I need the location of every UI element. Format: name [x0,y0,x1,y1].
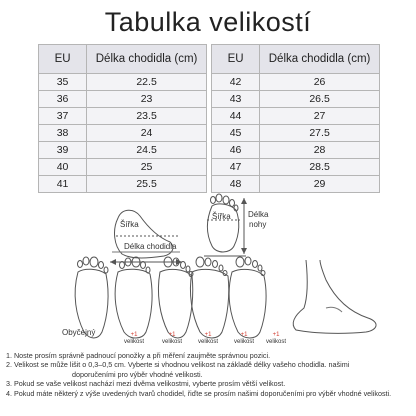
size-tag [152,332,192,346]
table-row [39,74,207,91]
table-row [212,108,380,125]
foot-length-cell: 28 [260,142,380,159]
table-row [212,91,380,108]
foot-length-cell: 28.5 [260,159,380,176]
foot-type-icons [75,257,376,338]
table-header-row [39,45,207,74]
width-label: Šířka [120,220,139,229]
table-row [212,159,380,176]
foot-drawings [0,190,416,350]
table-row [39,125,207,142]
foot-side-icon [110,210,182,265]
table-row [39,142,207,159]
notes [6,351,412,398]
eu-size-cell: 45 [212,125,260,142]
length-label: Délka [248,210,269,219]
foot-length-cell: 27 [260,108,380,125]
size-tag-label: velikost [161,339,182,345]
note-4: 4. Pokud máte některý z výše uvedených tvarů chodidel, řiďte se prosím našimi doporučeními pro výběr vhodné velikosti. [6,388,392,398]
note-2: 2. Velikost se může lišit o 0,3–0,5 cm. Vyberte si vhodnou velikost na základě délky vašeho chodidla. našimi [6,360,350,370]
size-tag-label: velikost [197,339,218,345]
table-row [212,74,380,91]
size-table-right [211,44,380,193]
foot-length-cell: 23.5 [87,108,207,125]
width-label-top: Šířka [212,212,231,221]
size-tag-plus: +1 [240,332,248,338]
size-table-left [38,44,207,193]
size-tag-plus: +1 [272,332,280,338]
foot-top-icon [204,194,247,256]
table-header-row [212,45,380,74]
eu-size-cell: 38 [39,125,87,142]
foot-length-cell: 29 [260,176,380,193]
eu-size-cell: 40 [39,159,87,176]
size-tag-label: velikost [265,339,286,345]
eu-size-cell: 46 [212,142,260,159]
eu-size-cell: 39 [39,142,87,159]
eu-size-cell: 47 [212,159,260,176]
header-foot-length: Délka chodidla (cm) [260,45,380,74]
foot-length-cell: 26.5 [260,91,380,108]
foot-length-cell: 23 [87,91,207,108]
foot-length-cell: 26 [260,74,380,91]
table-row [39,91,207,108]
table-row [212,125,380,142]
page-title: Tabulka velikostí [104,7,312,37]
length-label-2: nohy [249,220,267,229]
foot-length-cell: 25 [87,159,207,176]
table-row [212,142,380,159]
eu-size-cell: 43 [212,91,260,108]
size-tag-label: velikost [233,339,254,345]
foot-length-label: Délka chodidla [124,242,177,251]
size-tag [188,332,228,346]
table-row [39,108,207,125]
eu-size-cell: 48 [212,176,260,193]
size-tag-label: velikost [123,339,144,345]
normal-foot-label: Obyčejný [62,328,96,337]
measurement-illustration [0,190,416,350]
table-row [39,159,207,176]
size-tag [256,332,296,346]
header-eu: EU [39,45,87,74]
foot-length-cell: 22.5 [87,74,207,91]
foot-length-cell: 27.5 [260,125,380,142]
size-tag-plus: +1 [168,332,176,338]
eu-size-cell: 42 [212,74,260,91]
eu-size-cell: 44 [212,108,260,125]
eu-size-cell: 41 [39,176,87,193]
header-eu: EU [212,45,260,74]
foot-length-cell: 24.5 [87,142,207,159]
size-tag-plus: +1 [204,332,212,338]
note-3: 3. Pokud se vaše velikost nachází mezi dvěma velikostmi, vyberte prosím větší velikost. [6,379,286,389]
eu-size-cell: 36 [39,91,87,108]
note-2-cont: doporučeními pro výběr vhodné velikosti. [72,369,203,379]
size-tag-plus: +1 [130,332,138,338]
eu-size-cell: 35 [39,74,87,91]
eu-size-cell: 37 [39,108,87,125]
note-1: 1. Noste prosím správně padnoucí ponožky a při měření zaujměte správnou pozici. [6,351,271,360]
foot-length-cell: 25.5 [87,176,207,193]
size-tag [114,332,154,346]
foot-length-cell: 24 [87,125,207,142]
header-foot-length: Délka chodidla (cm) [87,45,207,74]
